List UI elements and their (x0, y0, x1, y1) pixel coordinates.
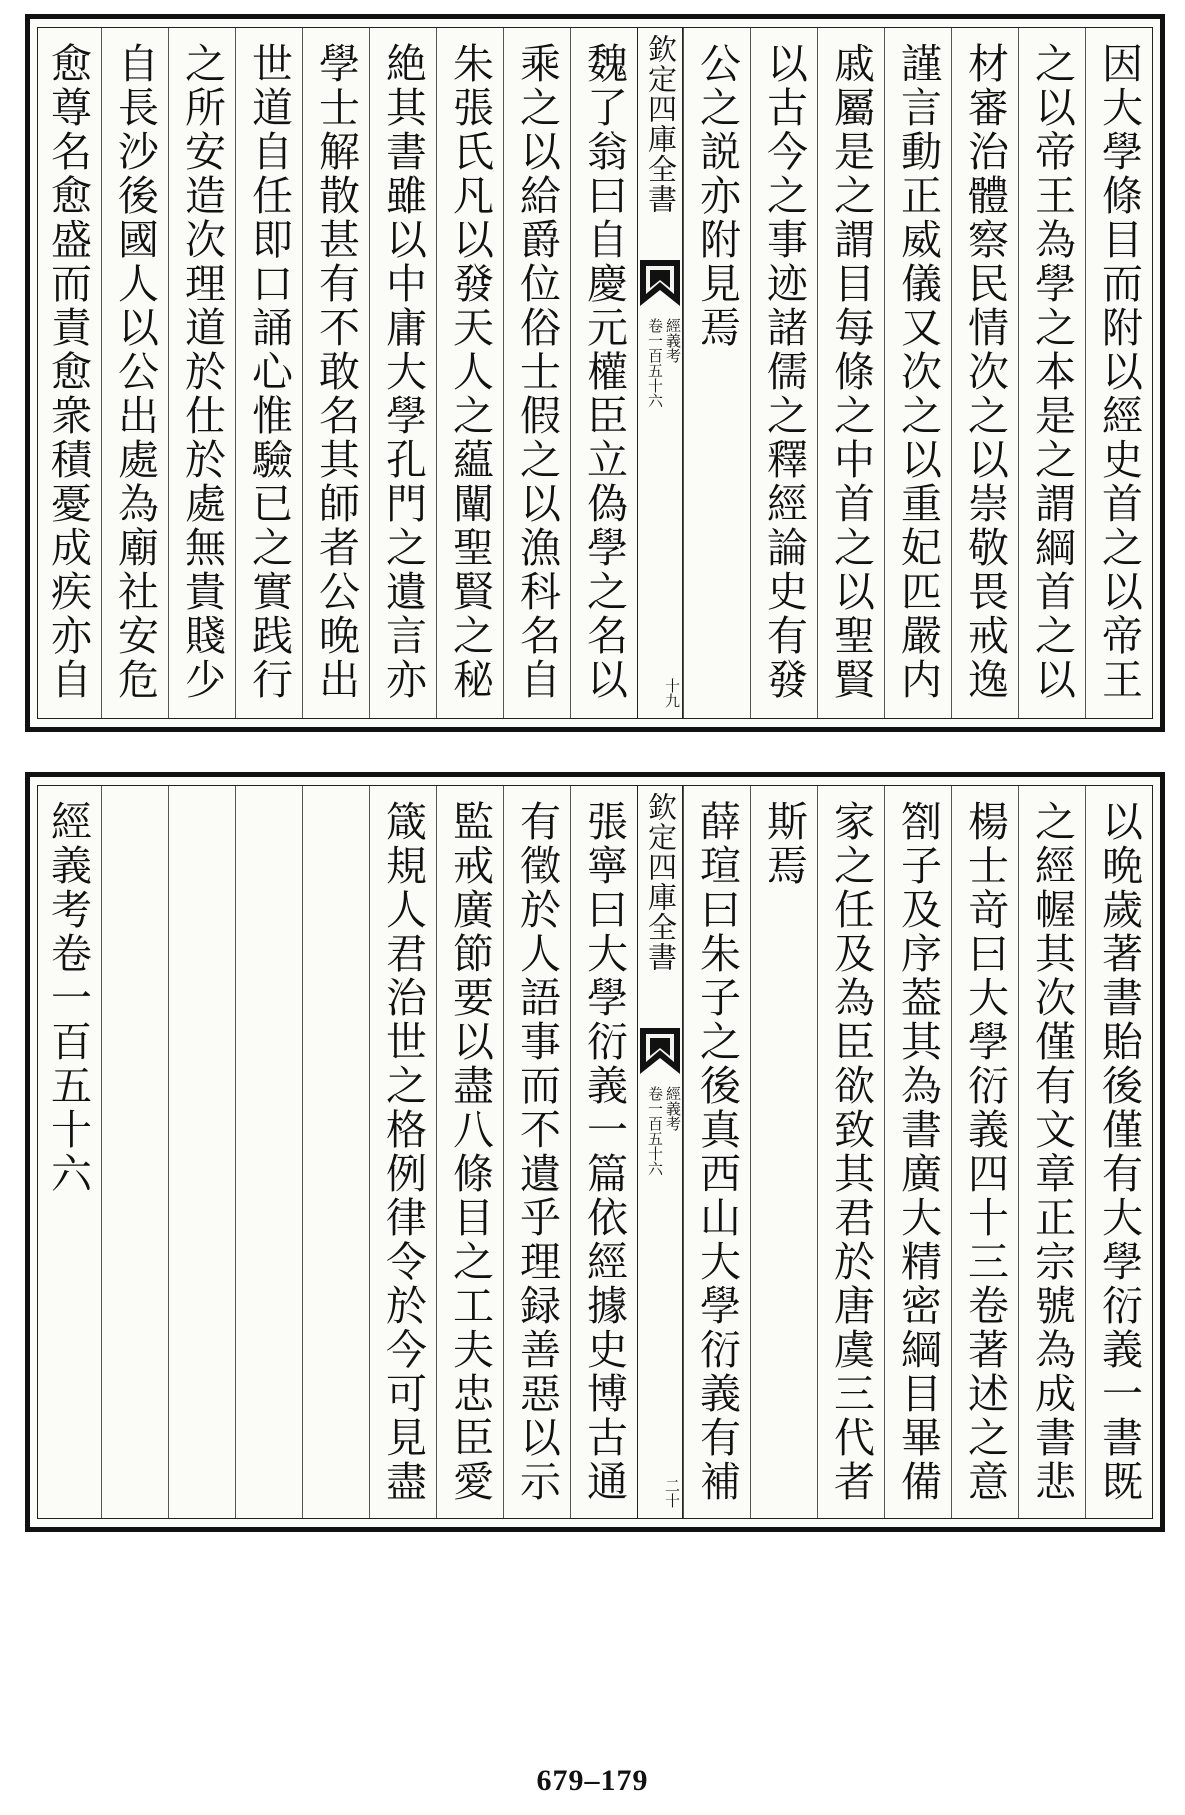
band-title: 欽定四庫全書 (644, 792, 678, 972)
text-column: 經義考卷一百五十六 (44, 800, 92, 1196)
folio-number: 十九 (663, 678, 681, 708)
text-column: 因大學條目而附以經史首之以帝王 (1085, 28, 1152, 718)
text-column (168, 786, 235, 1518)
page-upper-columns (37, 27, 1153, 719)
center-fold-band (637, 786, 683, 1518)
text-column: 有徵於人語事而不遺乎理録善惡以示 (503, 786, 570, 1518)
text-column (101, 786, 168, 1518)
text-column: 家之任及為臣欲致其君於唐虞三代者 (817, 786, 884, 1518)
text-column (302, 786, 369, 1518)
fishtail-mark-icon (640, 1028, 680, 1074)
text-column: 監戒廣節要以盡八條目之工夫忠臣愛 (436, 786, 503, 1518)
text-column: 張寧曰大學衍義一篇依經據史博古通 (570, 786, 637, 1518)
page-number: 679–179 (536, 1764, 649, 1797)
text-column: 斯焉 (750, 786, 817, 1518)
text-column: 劄子及序葢其為書廣大精密綱目畢備 (884, 786, 951, 1518)
text-column: 愈尊名愈盛而責愈衆積憂成疾亦自 (44, 42, 92, 702)
text-column: 薛瑄曰朱子之後真西山大學衍義有補 (683, 786, 750, 1518)
text-column: 楊士竒曰大學衍義四十三卷著述之意 (951, 786, 1018, 1518)
text-column: 以古今之事迹諸儒之釋經論史有發 (750, 28, 817, 718)
page-lower (25, 772, 1165, 1532)
text-column: 戚屬是之謂目每條之中首之以聖賢 (817, 28, 884, 718)
folio-number: 二十 (663, 1478, 681, 1508)
text-column: 乘之以給爵位俗士假之以漁科名自 (503, 28, 570, 718)
page-upper (25, 14, 1165, 732)
text-column: 之以帝王為學之本是之謂綱首之以 (1018, 28, 1085, 718)
text-column: 學士解散甚有不敢名其師者公晚出 (302, 28, 369, 718)
fishtail-mark-icon (640, 260, 680, 306)
band-title: 欽定四庫全書 (644, 34, 678, 214)
text-column: 世道自任即口誦心惟驗已之實践行 (235, 28, 302, 718)
text-column: 以晩歲著書貽後僅有大學衍義一書既 (1085, 786, 1152, 1518)
text-column: 絶其書雖以中庸大學孔門之遺言亦 (369, 28, 436, 718)
band-subtitle: 經義考 卷一百五十六 (646, 1086, 682, 1176)
text-column: 公之説亦附見焉 (683, 28, 750, 718)
center-fold-band (637, 28, 683, 718)
text-column: 自長沙後國人以公出處為廟社安危 (101, 28, 168, 718)
text-column: 箴規人君治世之格例律令於今可見盡 (369, 786, 436, 1518)
page-lower-columns (37, 785, 1153, 1519)
text-column: 謹言動正威儀又次之以重妃匹嚴内 (884, 28, 951, 718)
text-column: 材審治體察民情次之以崇敬畏戒逸 (951, 28, 1018, 718)
text-column: 之經幄其次僅有文章正宗號為成書悲 (1018, 786, 1085, 1518)
band-subtitle: 經義考 卷一百五十六 (646, 318, 682, 408)
text-column (235, 786, 302, 1518)
text-column: 魏了翁曰自慶元權臣立偽學之名以 (570, 28, 637, 718)
text-column: 之所安造次理道於仕於處無貴賤少 (168, 28, 235, 718)
text-column: 朱張氏凡以發天人之藴闡聖賢之秘 (436, 28, 503, 718)
